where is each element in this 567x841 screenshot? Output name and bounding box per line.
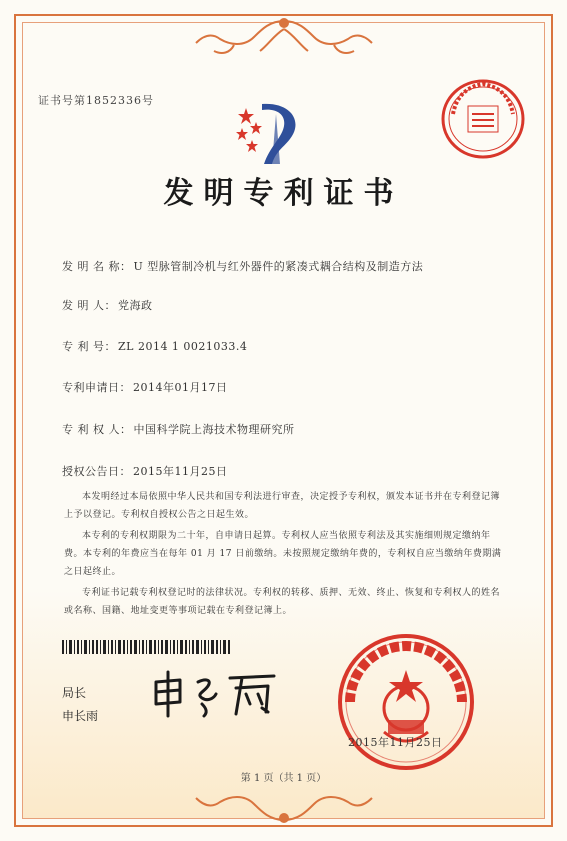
term-paragraph	[64, 527, 504, 581]
inventor-row	[62, 297, 153, 313]
paragraph-1: 本发明经过本局依照中华人民共和国专利法进行审查，决定授予专利权，颁发本证书并在专利登记簿上予以登记。专利权自授权公告之日起生效。	[64, 492, 501, 520]
paragraph-3: 专利证书记载专利权登记时的法律状况。专利权的转移、质押、无效、终止、恢复和专利权人的姓名或名称、国籍、地址变更等事项记载在专利登记簿上。	[64, 588, 501, 616]
grant-date-label: 授权公告日：	[62, 465, 131, 478]
seal-date: 2015年11月25日	[348, 736, 443, 749]
filing-date-label: 专利申请日：	[62, 381, 131, 394]
grant-paragraph	[64, 488, 504, 524]
signer-name: 申长雨	[62, 709, 99, 723]
patentee-label: 专 利 权 人：	[62, 423, 132, 436]
tax-seal	[438, 74, 528, 164]
certificate-number: 证书号第1852336号	[38, 94, 154, 107]
invention-name-label: 发 明 名 称：	[62, 260, 132, 273]
patentee: 中国科学院上海技术物理研究所	[133, 423, 295, 436]
filing-date-row	[62, 379, 228, 395]
patent-number: ZL 2014 1 0021033.4	[118, 340, 248, 353]
invention-name: U 型脉管制冷机与红外器件的紧凑式耦合结构及制造方法	[133, 260, 424, 273]
status-paragraph	[64, 584, 504, 620]
official-seal	[336, 632, 476, 772]
document-title: 发明专利证书	[163, 176, 404, 211]
patent-number-label: 专 利 号：	[62, 340, 116, 353]
paragraph-2: 本专利的专利权期限为二十年，自申请日起算。专利权人应当依照专利法及其实施细则规定缴纳年费。本专利的年费应当在每年 01 月 17 日前缴纳。未按照规定缴纳年费的，专利权自应当缴纳年费期满之日起终止。	[64, 531, 502, 577]
signer-title: 局长	[62, 686, 87, 700]
handwritten-signature	[150, 668, 280, 720]
top-ornament	[174, 15, 394, 61]
patent-office-emblem	[232, 94, 312, 166]
filing-date: 2014年01月17日	[133, 381, 228, 394]
grant-date-row	[62, 463, 228, 479]
inventor: 党海政	[118, 299, 153, 312]
patent-number-row	[62, 338, 247, 354]
page-footer: 第 1 页（共 1 页）	[240, 773, 327, 784]
invention-name-row	[62, 258, 423, 274]
inventor-label: 发 明 人：	[62, 299, 116, 312]
bottom-ornament	[174, 786, 394, 826]
grant-date: 2015年11月25日	[133, 465, 228, 478]
barcode	[62, 640, 232, 654]
patentee-row	[62, 421, 295, 437]
